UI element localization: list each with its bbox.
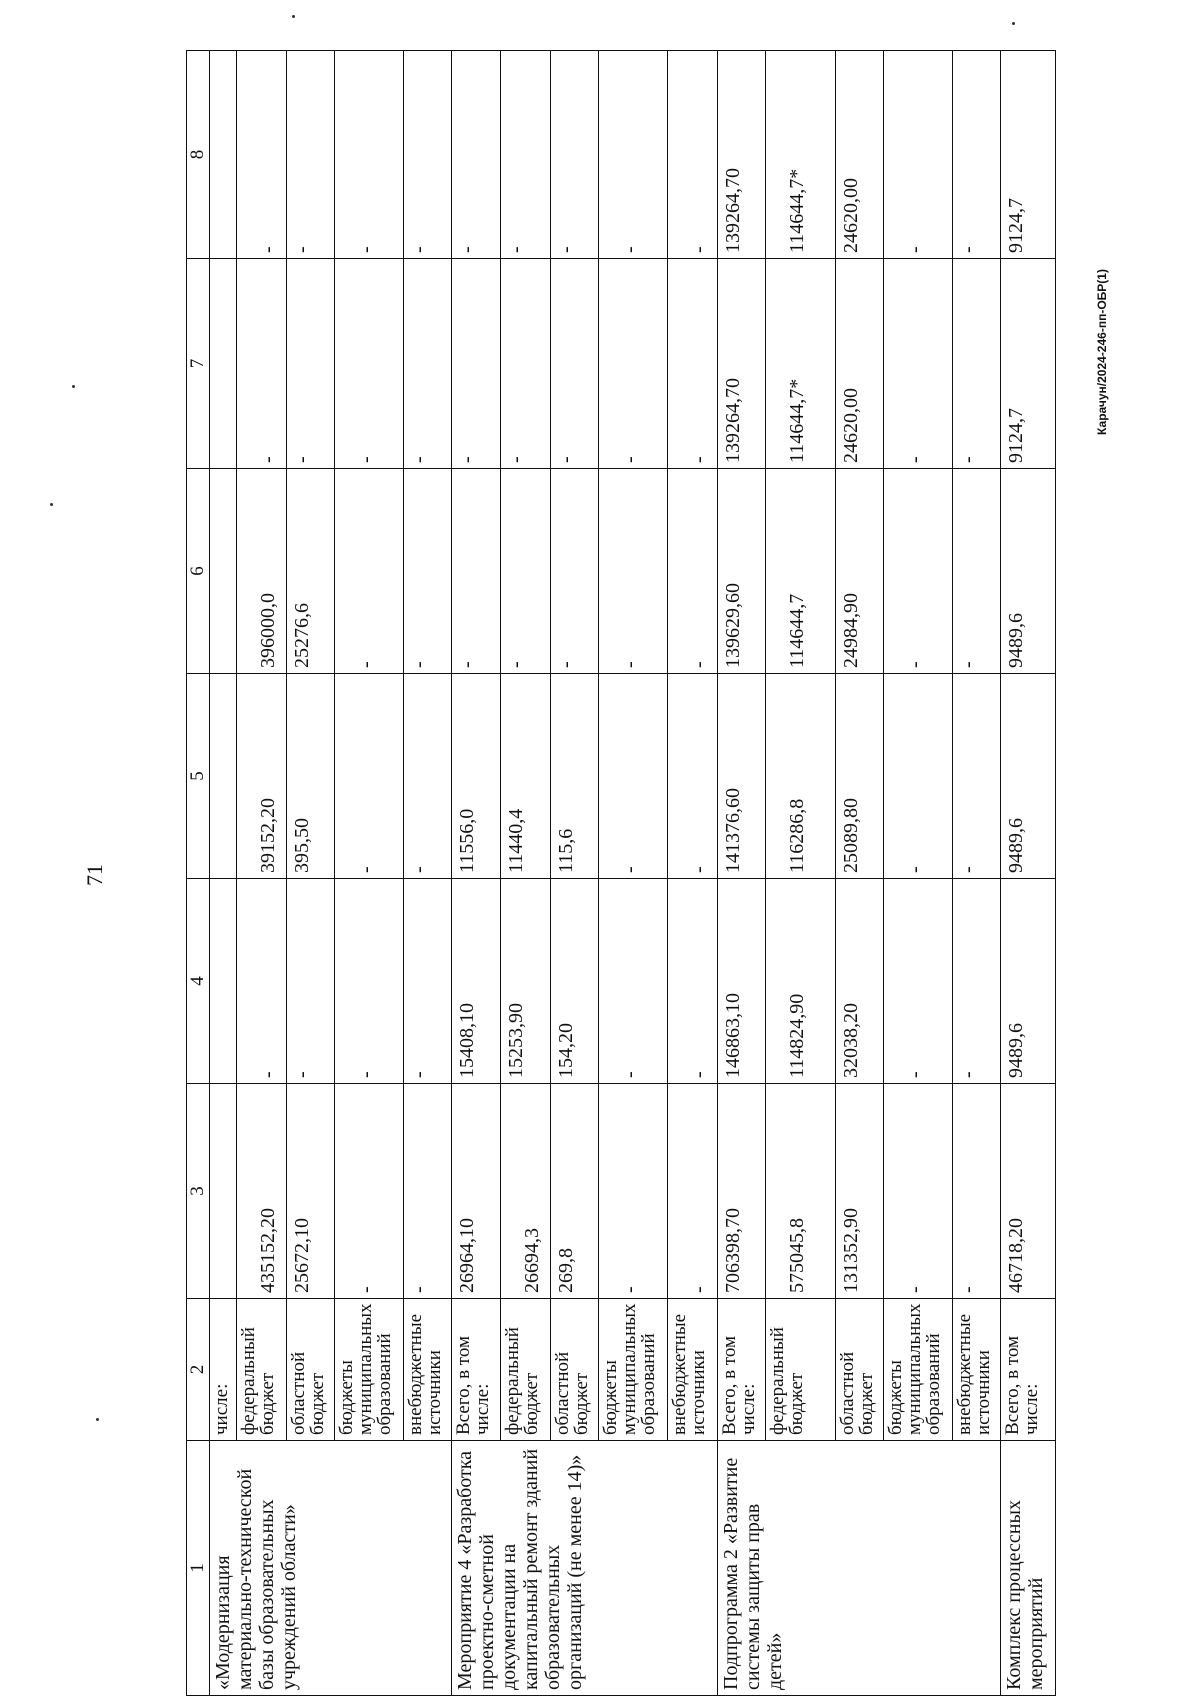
header-cell: 6	[187, 469, 210, 674]
value-cell: -	[335, 469, 404, 674]
value-cell: 11556,0	[452, 674, 500, 879]
table-row	[718, 51, 766, 1696]
value-cell	[210, 259, 237, 469]
source-cell: числе:	[210, 1299, 237, 1441]
value-cell: 24620,00	[835, 51, 883, 259]
value-cell: 15408,10	[452, 879, 500, 1084]
value-cell: -	[598, 259, 667, 469]
value-cell: 139629,60	[718, 469, 766, 674]
value-cell: 24984,90	[835, 469, 883, 674]
value-cell: 39152,20	[236, 674, 286, 879]
value-cell: -	[668, 469, 718, 674]
header-cell: 1	[187, 1441, 210, 1696]
value-cell: -	[550, 469, 598, 674]
value-cell: 141376,60	[718, 674, 766, 879]
value-cell: -	[668, 674, 718, 879]
page-number: 71	[82, 864, 107, 886]
value-cell: -	[404, 674, 452, 879]
value-cell: -	[335, 674, 404, 879]
budget-table	[186, 50, 1056, 1696]
value-cell: -	[335, 1084, 404, 1299]
table-row	[452, 51, 500, 1696]
value-cell: -	[953, 469, 1001, 674]
value-cell: -	[598, 469, 667, 674]
value-cell: 24620,00	[835, 259, 883, 469]
value-cell: 25276,6	[287, 469, 335, 674]
group-title: Мероприятие 4 «Разработка проектно-сметной документации на капитальный ремонт зданий образовательных организаций (не менее 14)»	[452, 1441, 718, 1696]
value-cell: -	[236, 51, 286, 259]
value-cell: 154,20	[550, 879, 598, 1084]
group-title: «Модернизация материально-технической базы образовательных учреждений области»	[210, 1441, 452, 1696]
value-cell: 9489,6	[1001, 469, 1056, 674]
value-cell: -	[883, 51, 952, 259]
value-cell: -	[404, 469, 452, 674]
source-cell: федеральный бюджет	[766, 1299, 835, 1441]
value-cell: 435152,20	[236, 1084, 286, 1299]
value-cell	[210, 1084, 237, 1299]
source-cell: внебюджетные источники	[404, 1299, 452, 1441]
source-cell: бюджеты муниципальных образований	[598, 1299, 667, 1441]
value-cell: -	[953, 259, 1001, 469]
source-cell: внебюджетные источники	[668, 1299, 718, 1441]
value-cell: -	[404, 879, 452, 1084]
value-cell: -	[883, 1084, 952, 1299]
group-title: Подпрограмма 2 «Развитие системы защиты прав детей»	[718, 1441, 1001, 1696]
table-row	[210, 51, 237, 1696]
value-cell: 139264,70	[718, 259, 766, 469]
value-cell: 116286,8	[766, 674, 835, 879]
value-cell: -	[287, 259, 335, 469]
value-cell: 11440,4	[500, 674, 550, 879]
value-cell: 269,8	[550, 1084, 598, 1299]
document-code: Карачун/2024-246-пп-ОБР(1)	[1095, 269, 1109, 435]
value-cell: -	[550, 51, 598, 259]
source-cell: федеральный бюджет	[236, 1299, 286, 1441]
value-cell: 9124,7	[1001, 51, 1056, 259]
value-cell: 26694,3	[500, 1084, 550, 1299]
value-cell: 395,50	[287, 674, 335, 879]
value-cell	[210, 674, 237, 879]
source-cell: областной бюджет	[835, 1299, 883, 1441]
table-row	[1001, 51, 1056, 1696]
rotated-table-container	[186, 51, 1056, 1696]
source-cell: внебюджетные источники	[953, 1299, 1001, 1441]
value-cell: -	[953, 879, 1001, 1084]
value-cell: -	[598, 1084, 667, 1299]
header-cell: 8	[187, 51, 210, 259]
value-cell: 25089,80	[835, 674, 883, 879]
value-cell: -	[452, 469, 500, 674]
value-cell: 146863,10	[718, 879, 766, 1084]
value-cell: -	[500, 51, 550, 259]
value-cell: -	[236, 259, 286, 469]
value-cell: -	[404, 51, 452, 259]
value-cell: 396000,0	[236, 469, 286, 674]
value-cell: -	[953, 51, 1001, 259]
value-cell: -	[668, 1084, 718, 1299]
value-cell	[210, 469, 237, 674]
value-cell: 114644,7*	[766, 259, 835, 469]
scan-speck	[1012, 22, 1015, 25]
value-cell	[210, 51, 237, 259]
value-cell: -	[883, 674, 952, 879]
value-cell: -	[668, 259, 718, 469]
value-cell: 9489,6	[1001, 674, 1056, 879]
scan-speck	[292, 15, 295, 18]
value-cell: 25672,10	[287, 1084, 335, 1299]
value-cell: 32038,20	[835, 879, 883, 1084]
value-cell: 575045,8	[766, 1084, 835, 1299]
value-cell: -	[452, 259, 500, 469]
group-title: Комплекс процессных мероприятий	[1001, 1441, 1056, 1696]
header-cell: 4	[187, 879, 210, 1084]
value-cell: 706398,70	[718, 1084, 766, 1299]
scan-speck	[72, 385, 75, 388]
value-cell: -	[335, 879, 404, 1084]
source-cell: бюджеты муниципальных образований	[335, 1299, 404, 1441]
value-cell: -	[598, 51, 667, 259]
value-cell: 139264,70	[718, 51, 766, 259]
value-cell: -	[335, 259, 404, 469]
source-cell: областной бюджет	[550, 1299, 598, 1441]
value-cell: -	[404, 259, 452, 469]
value-cell: 26964,10	[452, 1084, 500, 1299]
value-cell: -	[335, 51, 404, 259]
scan-speck	[96, 1418, 99, 1421]
value-cell: -	[668, 879, 718, 1084]
value-cell: -	[883, 879, 952, 1084]
value-cell: 131352,90	[835, 1084, 883, 1299]
value-cell: -	[404, 1084, 452, 1299]
header-row	[187, 51, 210, 1696]
source-cell: областной бюджет	[287, 1299, 335, 1441]
header-cell: 5	[187, 674, 210, 879]
value-cell: -	[287, 879, 335, 1084]
value-cell: -	[598, 879, 667, 1084]
value-cell: 15253,90	[500, 879, 550, 1084]
source-cell: бюджеты муниципальных образований	[883, 1299, 952, 1441]
value-cell: 9489,6	[1001, 879, 1056, 1084]
source-cell: Всего, в том числе:	[718, 1299, 766, 1441]
value-cell: -	[668, 51, 718, 259]
value-cell: 114644,7	[766, 469, 835, 674]
value-cell: -	[452, 51, 500, 259]
value-cell: 115,6	[550, 674, 598, 879]
source-cell: Всего, в том числе:	[1001, 1299, 1056, 1441]
header-cell: 2	[187, 1299, 210, 1441]
source-cell: Всего, в том числе:	[452, 1299, 500, 1441]
header-cell: 3	[187, 1084, 210, 1299]
value-cell: -	[550, 259, 598, 469]
value-cell: -	[953, 1084, 1001, 1299]
value-cell: 9124,7	[1001, 259, 1056, 469]
value-cell: 46718,20	[1001, 1084, 1056, 1299]
value-cell: 114824,90	[766, 879, 835, 1084]
value-cell: -	[883, 469, 952, 674]
value-cell: -	[500, 259, 550, 469]
value-cell: -	[500, 469, 550, 674]
header-cell: 7	[187, 259, 210, 469]
value-cell: -	[287, 51, 335, 259]
value-cell: -	[953, 674, 1001, 879]
value-cell: 114644,7*	[766, 51, 835, 259]
value-cell: -	[883, 259, 952, 469]
value-cell: -	[236, 879, 286, 1084]
scan-speck	[50, 503, 53, 506]
source-cell: федеральный бюджет	[500, 1299, 550, 1441]
value-cell	[210, 879, 237, 1084]
value-cell: -	[598, 674, 667, 879]
